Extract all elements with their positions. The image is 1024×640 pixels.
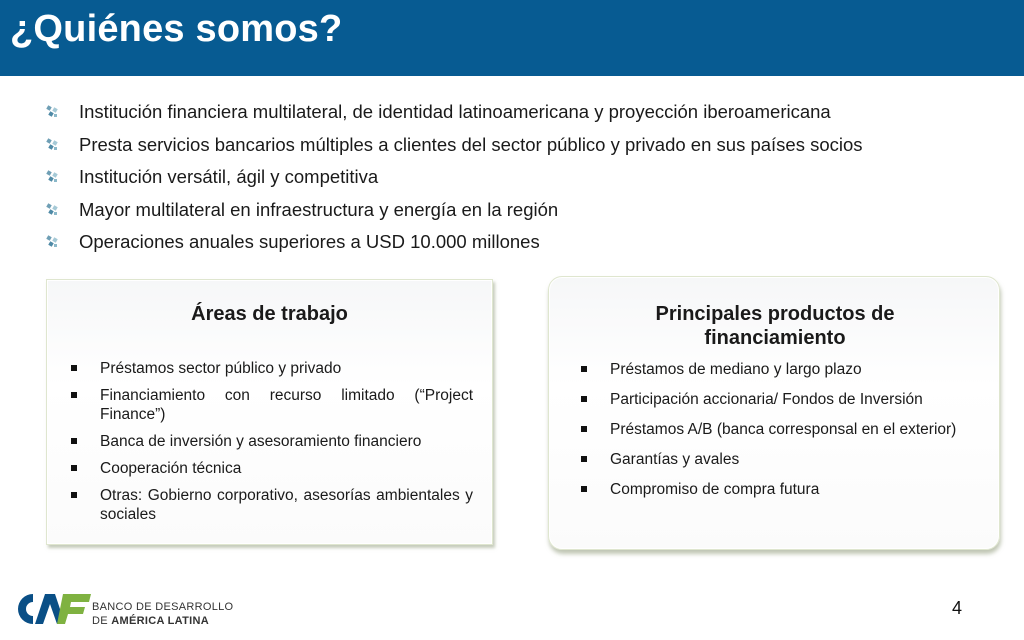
areas-title: Áreas de trabajo [191, 303, 348, 325]
areas-item-text: Préstamos sector público y privado [100, 360, 342, 377]
logo-line-2-prefix: DE [92, 615, 108, 627]
intro-bullet [46, 227, 863, 260]
bullet-diamond-icon [46, 235, 60, 249]
productos-item-text: Compromiso de compra futura [610, 481, 820, 498]
areas-item [69, 386, 473, 424]
square-bullet-icon [581, 426, 587, 432]
areas-item [69, 359, 473, 378]
intro-bullet-text: Operaciones anuales superiores a USD 10.000 millones [79, 231, 540, 253]
logo-line-2 [92, 614, 233, 628]
areas-item-text: Banca de inversión y asesoramiento financiero [100, 433, 422, 450]
caf-logo-text [92, 600, 233, 628]
bullet-diamond-icon [46, 170, 60, 184]
productos-item-text: Garantías y avales [610, 451, 740, 468]
productos-item-text: Préstamos de mediano y largo plazo [610, 361, 862, 378]
caf-logo-mark-icon [11, 590, 93, 628]
logo-line-2-bold: AMÉRICA LATINA [111, 615, 209, 627]
bullet-diamond-icon [46, 138, 60, 152]
areas-item [69, 432, 473, 451]
productos-item [579, 390, 965, 410]
areas-item-text: Cooperación técnica [100, 460, 242, 477]
productos-list [579, 360, 965, 510]
intro-bullet-text: Institución versátil, ágil y competitiva [79, 166, 379, 188]
productos-box [548, 276, 1000, 550]
productos-item [579, 450, 965, 470]
square-bullet-icon [71, 438, 77, 444]
intro-bullet-list [46, 97, 863, 260]
square-bullet-icon [71, 365, 77, 371]
productos-item [579, 360, 965, 380]
areas-item-text: Otras: Gobierno corporativo, asesorías ambientales y sociales [100, 487, 473, 523]
square-bullet-icon [581, 396, 587, 402]
square-bullet-icon [71, 392, 77, 398]
page-number: 4 [952, 598, 963, 618]
productos-item [579, 420, 965, 440]
intro-bullet [46, 195, 863, 228]
intro-bullet-text: Institución financiera multilateral, de identidad latinoamericana y proyección iberoamericana [79, 101, 831, 122]
productos-title: Principales productos de financiamiento [655, 303, 895, 349]
productos-item-text: Préstamos A/B (banca corresponsal en el exterior) [610, 421, 957, 438]
intro-bullet [46, 97, 863, 130]
areas-box [46, 279, 493, 545]
caf-logo [11, 590, 234, 630]
intro-bullet-text: Presta servicios bancarios múltiples a clientes del sector público y privado en sus países socios [79, 133, 863, 155]
square-bullet-icon [71, 492, 77, 498]
page-title: ¿Quiénes somos? [10, 8, 343, 50]
intro-bullet [46, 130, 863, 163]
square-bullet-icon [71, 465, 77, 471]
intro-bullet-text: Mayor multilateral en infraestructura y energía en la región [79, 198, 559, 220]
productos-item-text: Participación accionaria/ Fondos de Inversión [610, 391, 923, 408]
intro-bullet [46, 162, 863, 195]
bullet-diamond-icon [46, 105, 60, 119]
logo-line-1: BANCO DE DESARROLLO [92, 601, 234, 613]
areas-list [69, 359, 473, 532]
areas-item [69, 459, 473, 478]
title-bar [0, 0, 1024, 76]
areas-item [69, 486, 473, 524]
bullet-diamond-icon [46, 203, 60, 217]
areas-item-text: Financiamiento con recurso limitado (“Project Finance”) [100, 387, 473, 423]
productos-item [579, 480, 965, 500]
square-bullet-icon [581, 366, 587, 372]
square-bullet-icon [581, 456, 587, 462]
square-bullet-icon [581, 486, 587, 492]
